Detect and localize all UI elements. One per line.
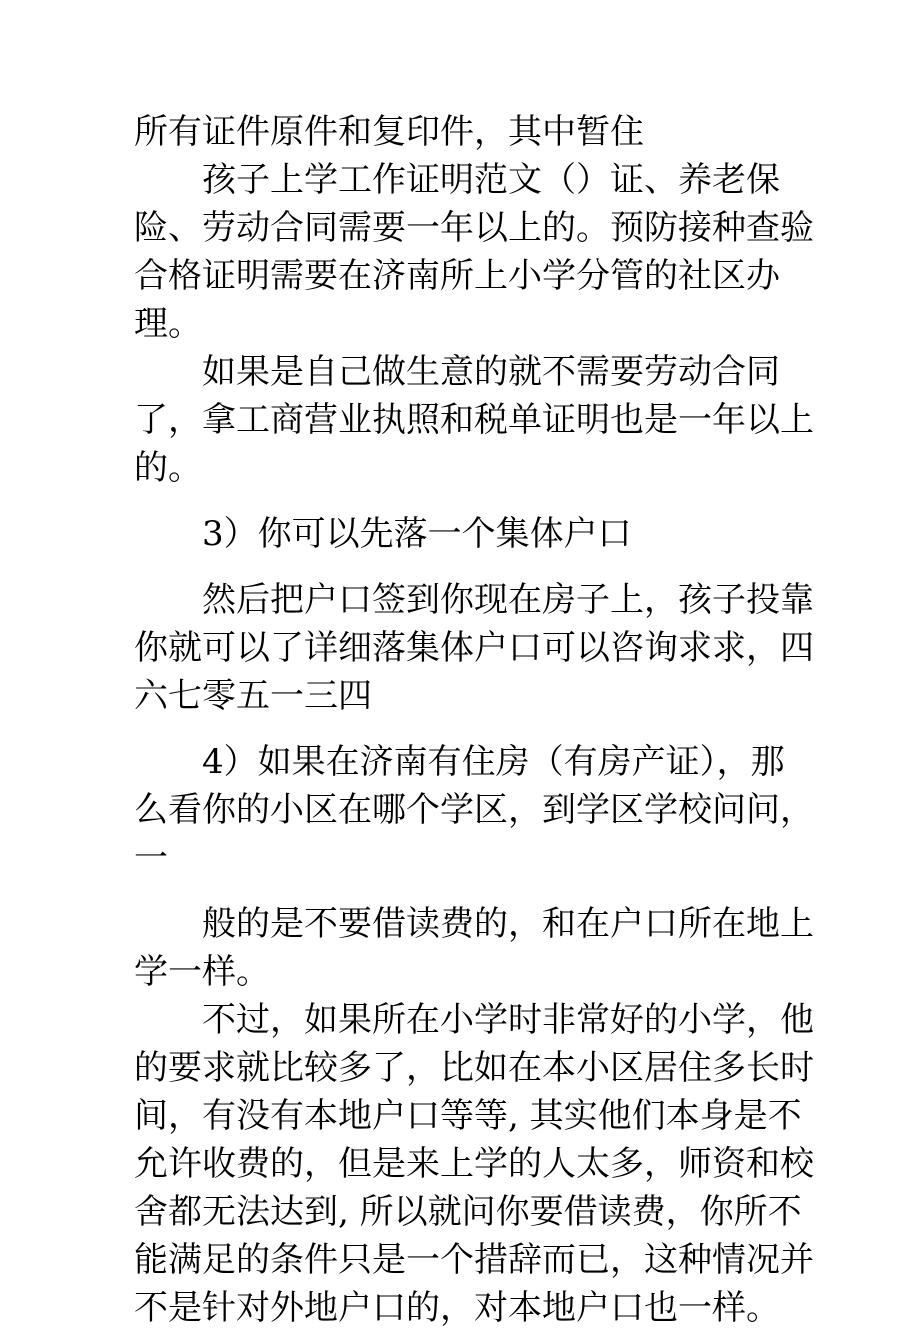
document-body xyxy=(134,108,814,1332)
paragraph-2: 孩子上学工作证明范文（）证、养老保险、劳动合同需要一年以上的。预防接种查验合格证明需要在济南所上小学分管的社区办理。 xyxy=(134,160,814,344)
paragraph-1: 所有证件原件和复印件，其中暂住 xyxy=(134,112,644,152)
paragraph-4: 3）你可以先落一个集体户口 xyxy=(202,514,632,554)
paragraph-3: 如果是自己做生意的就不需要劳动合同了，拿工商营业执照和税单证明也是一年以上的。 xyxy=(134,352,814,488)
paragraph-8: 不过，如果所在小学时非常好的小学，他的要求就比较多了，比如在本小区居住多长时间，有没有本地户口等等, 其实他们本身是不允许收费的，但是来上学的人太多，师资和校舍都无法达到, 所以就问你要借读费，你所不能满足的条件只是一个措辞而已，这种情况并不是针对外地户口的，对本地户口也一样。 xyxy=(134,1000,814,1328)
paragraph-6: 4）如果在济南有住房（有房产证），那么看你的小区在哪个学区，到学区学校问问，一 xyxy=(134,742,814,878)
paragraph-7: 般的是不要借读费的，和在户口所在地上学一样。 xyxy=(134,904,814,992)
paragraph-5: 然后把户口签到你现在房子上，孩子投靠你就可以了详细落集体户口可以咨询求求，四六七零五一三四 xyxy=(134,580,814,716)
